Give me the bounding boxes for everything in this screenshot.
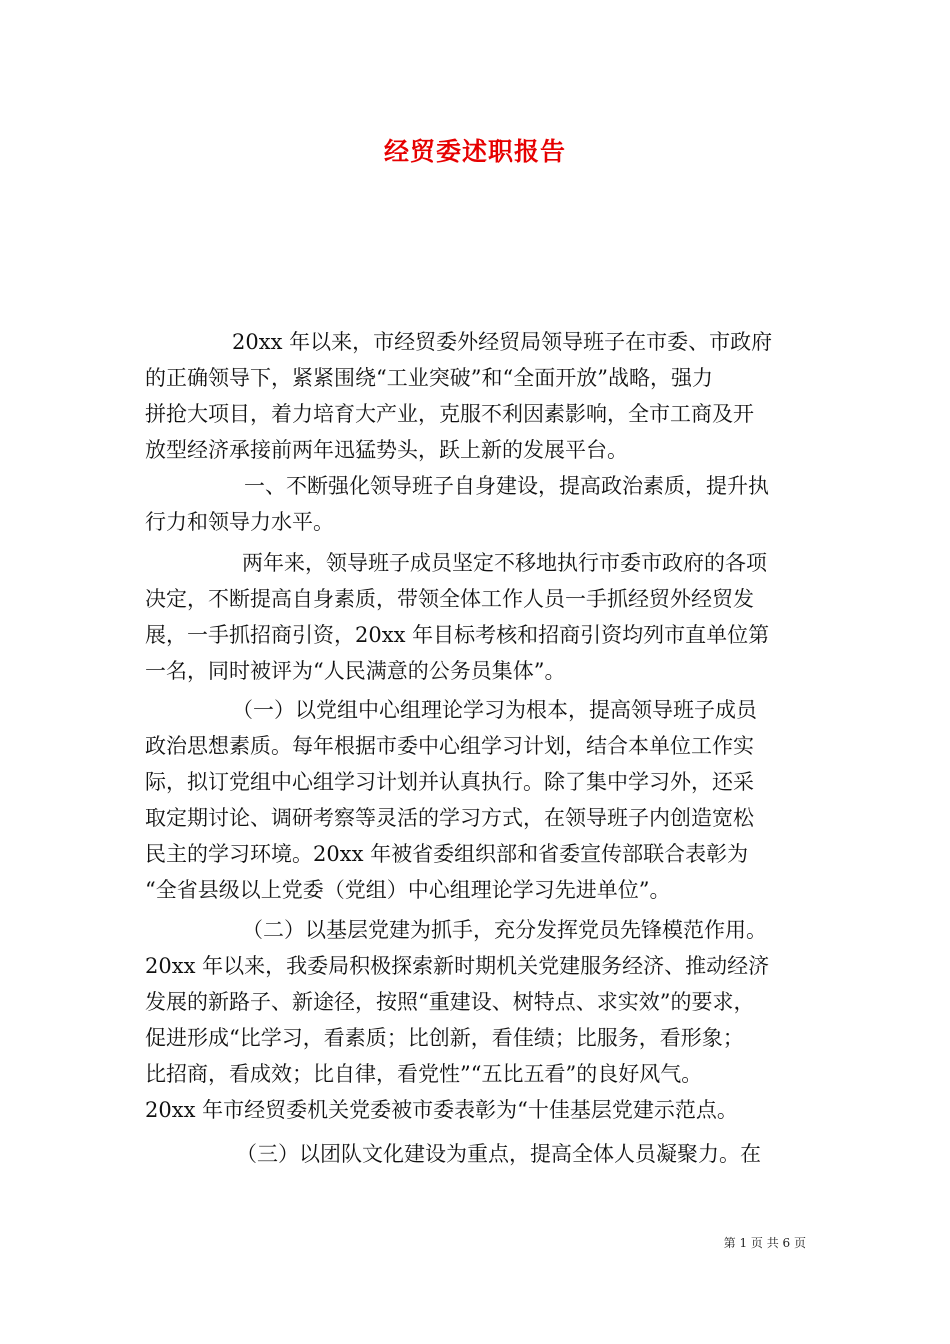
body-line: 放型经济承接前两年迅猛势头，跃上新的发展平台。 — [145, 438, 628, 462]
body-line: 际，拟订党组中心组学习计划并认真执行。除了集中学习外，还采 — [145, 770, 754, 794]
body-line: 决定，不断提高自身素质，带领全体工作人员一手抓经贸外经贸发 — [145, 587, 754, 611]
document-title: 经贸委述职报告 — [383, 137, 566, 166]
page-number: 第 1 页 共 6 页 — [723, 1236, 806, 1250]
body-line: “全省县级以上党委（党组）中心组理论学习先进单位”。 — [145, 878, 671, 902]
section-heading: 一、不断强化领导班子自身建设，提高政治素质，提升执 — [244, 474, 769, 498]
section-heading: 行力和领导力水平。 — [145, 510, 334, 534]
body-line: 发展的新路子、新途径，按照“重建设、树特点、求实效”的要求， — [145, 990, 755, 1014]
body-line: 促进形成“比学习，看素质；比创新，看佳绩；比服务，看形象； — [145, 1026, 744, 1050]
subsection-line: （二）以基层党建为抓手，充分发挥党员先锋模范作用。 — [242, 918, 767, 942]
body-line: 20xx 年市经贸委机关党委被市委表彰为“十佳基层党建示范点。 — [145, 1098, 738, 1122]
subsection-line: （三）以团队文化建设为重点，提高全体人员凝聚力。在 — [236, 1142, 761, 1166]
body-line: 20xx 年以来，我委局积极探索新时期机关党建服务经济、推动经济 — [145, 954, 770, 978]
body-line: 两年来，领导班子成员坚定不移地执行市委市政府的各项 — [242, 551, 767, 575]
body-line: 的正确领导下，紧紧围绕“工业突破”和“全面开放”战略，强力 — [145, 366, 713, 390]
body-line: 一名，同时被评为“人民满意的公务员集体”。 — [145, 659, 566, 683]
body-line: 拼抢大项目，着力培育大产业，克服不利因素影响，全市工商及开 — [145, 402, 754, 426]
body-line: 取定期讨论、调研考察等灵活的学习方式，在领导班子内创造宽松 — [145, 806, 754, 830]
body-line: 民主的学习环境。20xx 年被省委组织部和省委宣传部联合表彰为 — [145, 842, 749, 866]
subsection-line: （一）以党组中心组理论学习为根本，提高领导班子成员 — [232, 698, 757, 722]
body-line: 比招商，看成效；比自律，看党性”“五比五看”的良好风气。 — [145, 1062, 703, 1086]
body-line: 20xx 年以来，市经贸委外经贸局领导班子在市委、市政府 — [232, 330, 773, 354]
body-line: 展，一手抓招商引资，20xx 年目标考核和招商引资均列市直单位第 — [145, 623, 770, 647]
body-line: 政治思想素质。每年根据市委中心组学习计划，结合本单位工作实 — [145, 734, 754, 758]
